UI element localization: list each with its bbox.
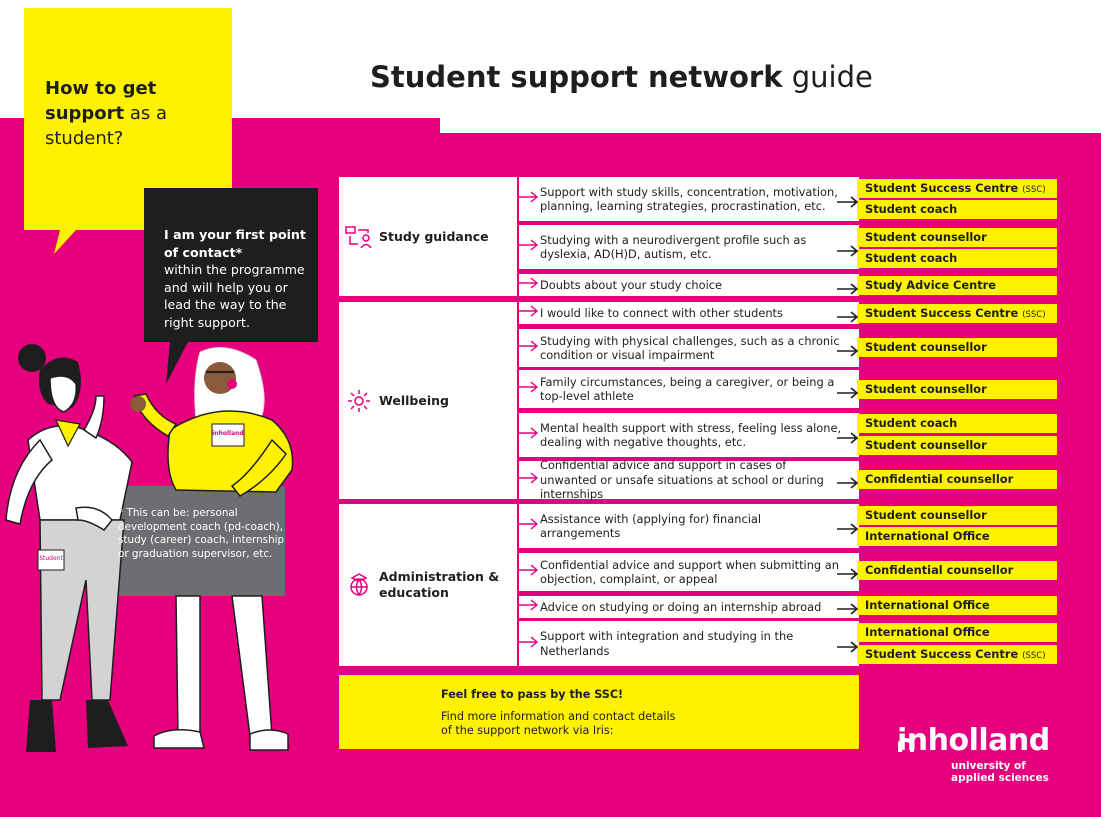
- support-row: [519, 302, 859, 324]
- arrow-right-icon: [837, 520, 859, 539]
- arrow-right-icon: [519, 191, 539, 207]
- category-study-guidance: Study guidance: [339, 177, 517, 296]
- arrow-right-icon: [837, 280, 859, 299]
- arrow-right-icon: [837, 474, 859, 493]
- support-row: [519, 504, 859, 548]
- support-row: [519, 225, 859, 269]
- arrow-right-icon: [519, 472, 539, 488]
- support-row-text: I would like to connect with other students: [540, 305, 783, 320]
- support-row-text: Studying with physical challenges, such as a chronic condition or visual impairment: [540, 333, 840, 362]
- support-row-text: Doubts about your study choice: [540, 277, 723, 292]
- arrow-right-icon: [837, 193, 859, 212]
- inholland-logo: [897, 723, 1050, 784]
- support-contact-tag: Confidential counsellor: [857, 561, 1057, 580]
- study-guidance-icon: [339, 224, 379, 250]
- support-row: [519, 413, 859, 457]
- student-badge: Student: [39, 555, 63, 562]
- support-contact-tag: Study Advice Centre: [857, 276, 1057, 295]
- arrow-right-icon: [837, 342, 859, 361]
- support-row: [519, 329, 859, 367]
- support-contact-tag: Student counsellor: [857, 380, 1057, 399]
- arrow-right-icon: [519, 239, 539, 255]
- arrow-right-icon: [519, 381, 539, 397]
- page-title: Student support network guide: [370, 60, 873, 94]
- arrow-right-icon: [837, 638, 859, 657]
- support-row: [519, 370, 859, 408]
- support-row-text: Confidential advice and support when submitting an objection, complaint, or appeal: [540, 557, 839, 586]
- support-contact-tag: Student Success Centre (SSC): [857, 304, 1057, 323]
- support-contact-tag: Student counsellor: [857, 436, 1057, 455]
- support-row-text: Support with study skills, concentration, motivation, planning, learning strategies, procrastination, etc.: [540, 184, 838, 213]
- support-row: [519, 177, 859, 221]
- support-contact-tag: Student counsellor: [857, 338, 1057, 357]
- arrow-right-icon: [519, 305, 539, 321]
- support-contact-tag: Student Success Centre (SSC): [857, 179, 1057, 198]
- support-row: [519, 596, 859, 618]
- support-contact-tag: Student counsellor: [857, 228, 1057, 247]
- arrow-right-icon: [837, 308, 859, 327]
- arrow-right-icon: [519, 564, 539, 580]
- arrow-right-icon: [837, 565, 859, 584]
- category-administration: Administration & education: [339, 504, 517, 666]
- arrow-right-icon: [519, 277, 539, 293]
- support-contact-tag: Student coach: [857, 414, 1057, 433]
- question-heading: How to get support as a student?: [45, 78, 168, 149]
- arrow-right-icon: [837, 429, 859, 448]
- support-row-text: Mental health support with stress, feeling less alone, dealing with negative thoughts, etc.: [540, 420, 842, 449]
- footnote: * This can be: personal development coach (pd-coach), study (career) coach, internship or graduation supervisor, etc.: [118, 507, 285, 560]
- ssc-banner: [339, 675, 859, 749]
- support-row-text: Advice on studying or doing an internship abroad: [540, 599, 822, 614]
- support-contact-tag: Student coach: [857, 249, 1057, 268]
- administration-icon: [339, 572, 379, 598]
- banner-heading: Feel free to pass by the SSC!: [441, 688, 624, 701]
- arrow-right-icon: [837, 600, 859, 619]
- support-contact-tag: Student counsellor: [857, 506, 1057, 525]
- support-contact-tag: Student Success Centre (SSC): [857, 645, 1057, 664]
- support-row: [519, 458, 859, 502]
- support-row-text: Assistance with (applying for) financial arrangements: [540, 511, 762, 540]
- arrow-right-icon: [519, 340, 539, 356]
- support-row: [519, 553, 859, 591]
- logo-subtitle: university of applied sciences: [951, 760, 1049, 784]
- banner-text: Find more information and contact details of the support network via Iris:: [441, 710, 676, 737]
- inholland-badge: inholland: [212, 430, 244, 437]
- category-wellbeing: Wellbeing: [339, 302, 517, 499]
- arrow-right-icon: [837, 242, 859, 261]
- support-row: [519, 621, 859, 666]
- support-contact-tag: Student coach: [857, 200, 1057, 219]
- support-row-text: Family circumstances, being a caregiver, or being a top-level athlete: [540, 374, 835, 403]
- arrow-right-icon: [519, 518, 539, 534]
- speech-text: I am your first point of contact* within the programme and will help you or lead the way to the right support.: [164, 227, 306, 330]
- support-row-text: Confidential advice and support in cases of unwanted or unsafe situations at school or during internships: [540, 458, 824, 502]
- arrow-right-icon: [519, 636, 539, 652]
- support-contact-tag: International Office: [857, 623, 1057, 642]
- support-row-text: Studying with a neurodivergent profile such as dyslexia, AD(H)D, autism, etc.: [540, 232, 807, 261]
- support-contact-tag: International Office: [857, 527, 1057, 546]
- arrow-right-icon: [519, 599, 539, 615]
- support-row: [519, 274, 859, 296]
- support-contact-tag: International Office: [857, 596, 1057, 615]
- wellbeing-icon: [339, 388, 379, 414]
- arrow-right-icon: [837, 384, 859, 403]
- arrow-right-icon: [519, 427, 539, 443]
- support-row-text: Support with integration and studying in the Netherlands: [540, 629, 794, 658]
- support-contact-tag: Confidential counsellor: [857, 470, 1057, 489]
- logo-wordmark: inholland: [897, 723, 1050, 758]
